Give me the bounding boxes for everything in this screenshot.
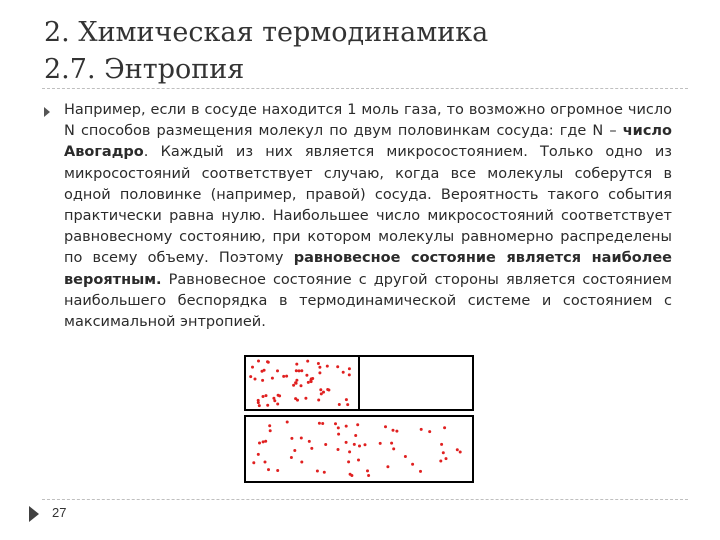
molecule-dot <box>258 442 261 445</box>
molecule-dot <box>323 471 326 474</box>
molecule-dot <box>300 369 303 372</box>
molecule-dot <box>318 422 321 425</box>
molecule-dot <box>348 367 351 370</box>
molecule-dot <box>348 450 351 453</box>
molecule-dot <box>357 459 360 462</box>
molecule-dot <box>296 399 299 402</box>
molecule-dot <box>345 441 348 444</box>
molecule-dot <box>353 443 356 446</box>
molecule-dot <box>298 369 301 372</box>
title-line-2: 2.7. Энтропия <box>44 54 245 85</box>
molecule-dot <box>456 448 459 451</box>
molecule-dot <box>443 426 446 429</box>
molecule-dot <box>411 463 414 466</box>
paragraph-segment-1: Например, если в сосуде находится 1 моль газа, то возможно огромное число N способов размещения молекул по двум половинкам сосуда: где N – <box>64 102 672 140</box>
molecule-dot <box>295 379 298 382</box>
paragraph-bold-equilibrium: равновесное состояние является наиболее вероятным. <box>64 250 672 288</box>
footer-divider <box>42 499 688 500</box>
top-vessel-right-half <box>359 356 473 410</box>
molecule-dot <box>428 430 431 433</box>
molecule-dot <box>356 423 359 426</box>
molecule-dot <box>265 394 268 397</box>
molecule-dot <box>257 360 260 363</box>
molecule-dot <box>322 391 325 394</box>
molecule-dot <box>286 421 289 424</box>
molecule-dot <box>271 377 274 380</box>
molecule-dot <box>318 371 321 374</box>
molecule-dot <box>266 360 269 363</box>
molecule-dot <box>319 388 322 391</box>
molecule-dot <box>304 397 307 400</box>
molecule-dot <box>307 381 310 384</box>
slide-title <box>44 14 684 88</box>
molecule-dot <box>348 373 351 376</box>
molecule-dot <box>285 375 288 378</box>
molecule-dot <box>262 440 265 443</box>
title-line-1: 2. Химическая термодинамика <box>44 17 489 48</box>
molecule-dot <box>337 433 340 436</box>
molecule-dot <box>392 429 395 432</box>
top-vessel-left-half <box>245 356 359 410</box>
molecule-dot <box>321 422 324 425</box>
molecule-dot <box>266 404 269 407</box>
molecule-dot <box>300 437 303 440</box>
molecule-dot <box>326 388 329 391</box>
molecule-dot <box>334 422 337 425</box>
molecule-dot <box>345 425 348 428</box>
molecule-dot <box>290 456 293 459</box>
molecule-dot <box>445 457 448 460</box>
molecule-dot <box>390 442 393 445</box>
molecule-dot <box>459 451 462 454</box>
molecule-dot <box>257 453 260 456</box>
molecule-dot <box>300 384 303 387</box>
paragraph-bold-avogadro: число Авогадро <box>64 123 672 161</box>
molecule-dot <box>338 403 341 406</box>
molecule-dot <box>290 437 293 440</box>
footer-arrow-icon <box>29 506 39 522</box>
molecule-dot <box>295 363 298 366</box>
molecule-dot <box>292 384 295 387</box>
molecule-dot <box>261 379 264 382</box>
molecule-dot <box>379 442 382 445</box>
molecule-dot <box>342 371 345 374</box>
molecule-dot <box>386 465 389 468</box>
molecule-dot <box>404 455 407 458</box>
molecule-dot <box>282 375 285 378</box>
molecule-dot <box>257 401 260 404</box>
molecule-dot <box>276 369 279 372</box>
bottom-vessel <box>245 416 473 482</box>
molecule-dot <box>262 395 265 398</box>
molecule-dot <box>347 460 350 463</box>
top-vessel <box>245 356 473 410</box>
molecule-dot <box>336 365 339 368</box>
molecule-dot <box>420 428 423 431</box>
molecule-dot <box>293 449 296 452</box>
molecule-dot <box>366 469 369 472</box>
paragraph-segment-3: Равновесное состояние с другой стороны является состоянием наибольшего беспорядка в термодинамической системе и состоянием с максимальной энтропией. <box>64 271 672 331</box>
molecule-dot <box>442 451 445 454</box>
molecule-dot <box>305 374 308 377</box>
molecule-dot <box>367 474 370 477</box>
molecule-dot <box>384 425 387 428</box>
molecule-dot <box>268 424 271 427</box>
molecule-dot <box>264 461 267 464</box>
molecule-dot <box>317 399 320 402</box>
molecule-dot <box>358 445 361 448</box>
molecule-dot <box>337 426 340 429</box>
molecule-dot <box>346 403 349 406</box>
molecule-dot <box>264 440 267 443</box>
molecule-dot <box>392 447 395 450</box>
molecule-dot <box>254 378 257 381</box>
molecule-dot <box>263 369 266 372</box>
molecule-dot <box>276 469 279 472</box>
molecule-dot <box>310 380 313 383</box>
molecule-dot <box>316 470 319 473</box>
molecule-dot <box>345 398 348 401</box>
molecule-dot <box>267 468 270 471</box>
molecule-dot <box>326 365 329 368</box>
molecule-dot <box>317 362 320 365</box>
molecule-dot <box>395 430 398 433</box>
molecule-dot <box>318 366 321 369</box>
body-paragraph <box>64 100 672 333</box>
bottom-vessel-box <box>245 416 473 482</box>
molecule-dot <box>252 461 255 464</box>
molecule-dot <box>310 447 313 450</box>
molecule-dot <box>300 461 303 464</box>
molecule-dot <box>295 369 298 372</box>
molecule-dot <box>294 381 297 384</box>
molecule-dot <box>276 403 279 406</box>
bullet-arrow-icon <box>44 107 50 117</box>
molecule-dot <box>251 366 254 369</box>
molecule-distribution-diagram <box>240 352 480 488</box>
molecule-dot <box>337 448 340 451</box>
molecule-dot <box>269 429 272 432</box>
molecule-dot <box>277 394 280 397</box>
molecule-dot <box>419 470 422 473</box>
molecule-dot <box>354 434 357 437</box>
molecule-dot <box>439 460 442 463</box>
molecule-dot <box>308 440 311 443</box>
title-divider <box>42 88 688 89</box>
molecule-dot <box>272 397 275 400</box>
paragraph-segment-2: . Каждый из них является микросостоянием. Только одно из микросостояний соответствует случаю, когда все молекулы соберутся в одной половинке (например, правой) сосуда. Вероятность такого события практически равна нулю. Наибольшее число микросостояний соответствует равновесному состоянию, при котором молекулы равномерно распределены по всему объему. Поэтому <box>64 144 672 267</box>
molecule-dot <box>350 474 353 477</box>
molecule-dot <box>306 360 309 363</box>
molecule-dot <box>324 443 327 446</box>
molecule-dot <box>364 443 367 446</box>
molecule-dot <box>258 404 261 407</box>
molecule-dot <box>249 375 252 378</box>
page-number: 27 <box>52 505 67 520</box>
molecule-dot <box>440 443 443 446</box>
